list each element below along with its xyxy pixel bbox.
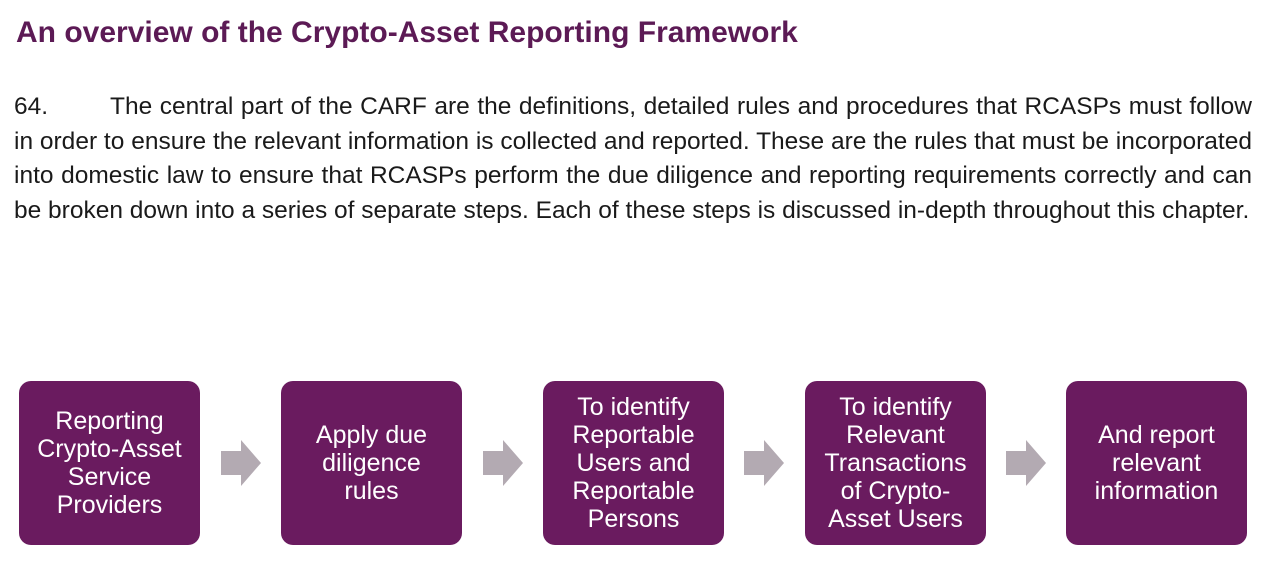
step-box-reporting-providers: [19, 381, 200, 545]
paragraph-text: The central part of the CARF are the definitions, detailed rules and procedures that RCASPs must follow in order to ensure the relevant information is collected and reported. These are the rules that must be incorporated into domestic law to ensure that RCASPs perform the due diligence and reporting requirements correctly and can be broken down into a series of separate steps. Each of these steps is discussed in-depth throughout this chapter.: [14, 93, 1252, 224]
step-label: Apply due diligence rules: [315, 421, 428, 505]
step-box-identify-reportable-users: [543, 381, 724, 545]
step-label: And report relevant information: [1094, 421, 1219, 505]
page-title: An overview of the Crypto-Asset Reporting Framework: [16, 16, 798, 49]
paragraph-number: 64.: [14, 93, 49, 120]
step-label: Reporting Crypto-Asset Service Providers: [37, 407, 182, 519]
step-box-report-information: [1066, 381, 1247, 545]
process-flow-diagram: [19, 381, 1249, 545]
step-label: To identify Reportable Users and Reportable Persons: [572, 393, 695, 533]
step-box-identify-relevant-transactions: [805, 381, 986, 545]
step-box-apply-due-diligence: [281, 381, 462, 545]
right-arrow-icon: [483, 440, 523, 486]
right-arrow-icon: [221, 440, 261, 486]
right-arrow-icon: [1006, 440, 1046, 486]
body-paragraph: [14, 90, 1252, 228]
right-arrow-icon: [744, 440, 784, 486]
step-label: To identify Relevant Transactions of Crypto- Asset Users: [824, 393, 967, 533]
